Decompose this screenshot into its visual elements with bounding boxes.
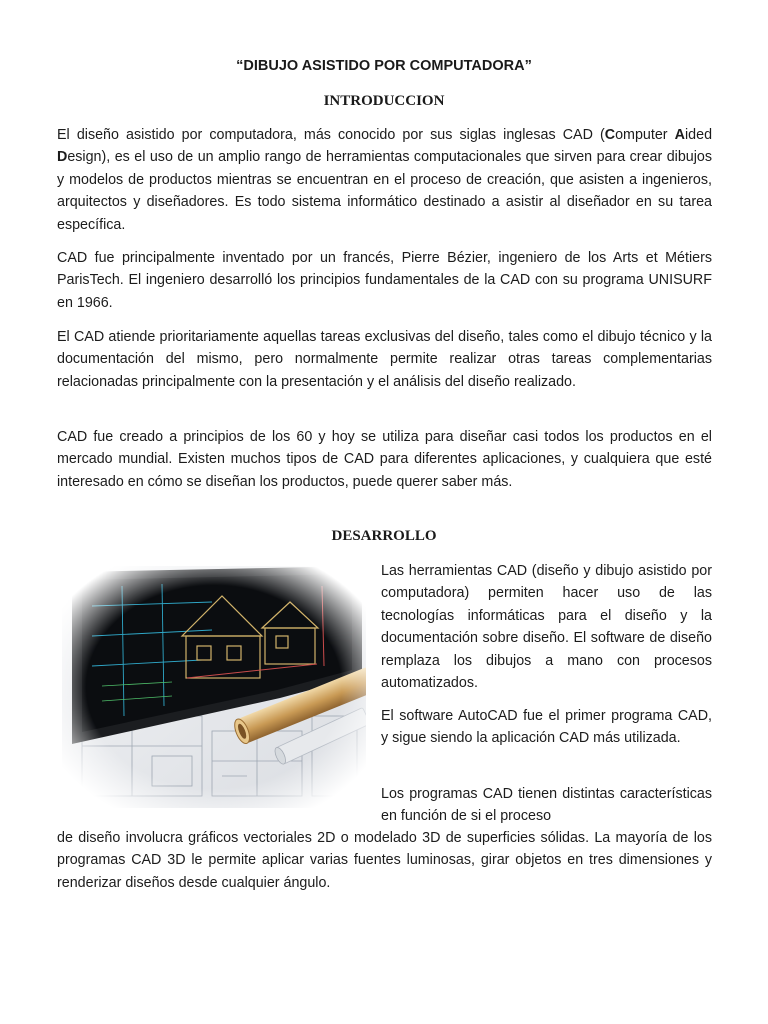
intro-paragraph-1 [57,124,712,236]
section-heading-introduccion: INTRODUCCION [323,93,445,109]
intro-p1-text-b: omputer [615,127,675,143]
intro-p1-letter-c: C [604,127,616,143]
cad-illustration-image [62,566,366,808]
cad-laptop-blueprint-image [62,566,366,808]
development-paragraph-2: El software AutoCAD fue el primer programa CAD, y sigue siendo la aplicación CAD más utilizada. [381,708,712,747]
intro-p1-letter-a: A [674,127,685,143]
intro-p1-letter-d: D [57,149,68,166]
document-title: “DIBUJO ASISTIDO POR COMPUTADORA” [236,58,532,74]
intro-paragraph-4: CAD fue creado a principios de los 60 y hoy se utiliza para diseñar casi todos los productos en el mercado mundial. Existen muchos tipos de CAD para diferentes aplicaciones, y cualquiera que esté interesado en cómo se diseñan los productos, puede querer saber más. [57,429,712,490]
intro-p1-text-a: El diseño asistido por computadora, más conocido por sus siglas inglesas CAD ( [57,127,605,143]
development-paragraph-1: Las herramientas CAD (diseño y dibujo asistido por computadora) permiten hacer uso de las tecnologías informáticas para el diseño y la documentación sobre diseño. El software de diseño remplaza los dibujos a mano con procesos automatizados. [381,563,712,692]
intro-paragraph-2: CAD fue principalmente inventado por un francés, Pierre Bézier, ingeniero de los Arts et Métiers ParisTech. El ingeniero desarrolló los principios fundamentales de la CAD con su programa UNISURF en 1966. [57,250,712,311]
intro-paragraph-3: El CAD atiende prioritariamente aquellas tareas exclusivas del diseño, tales como el dibujo técnico y la documentación del mismo, pero normalmente permite realizar otras tareas complementarias relacionadas principalmente con la presentación y el análisis del diseño realizado. [57,329,712,390]
section-heading-desarrollo: DESARROLLO [331,528,437,544]
intro-p1-text-c: ided [684,127,713,143]
intro-p1-text-rest: esign), es el uso de un amplio rango de herramientas computacionales que sirven para crear dibujos y modelos de productos mientras se encuentran en el proceso de creación, que asisten a ingenieros, arquitectos y diseñadores. Es todo sistema informático destinado a asistir al diseñador en su tarea específica. [57,149,712,233]
development-paragraph-3-end: de diseño involucra gráficos vectoriales 2D o modelado 3D de superficies sólidas. La mayoría de los programas CAD 3D le permite aplicar varias fuentes luminosas, girar objetos en tres dimensiones y renderizar diseños desde cualquier ángulo. [57,830,712,891]
development-paragraph-3-start: Los programas CAD tienen distintas características en función de si el proceso [381,786,712,825]
